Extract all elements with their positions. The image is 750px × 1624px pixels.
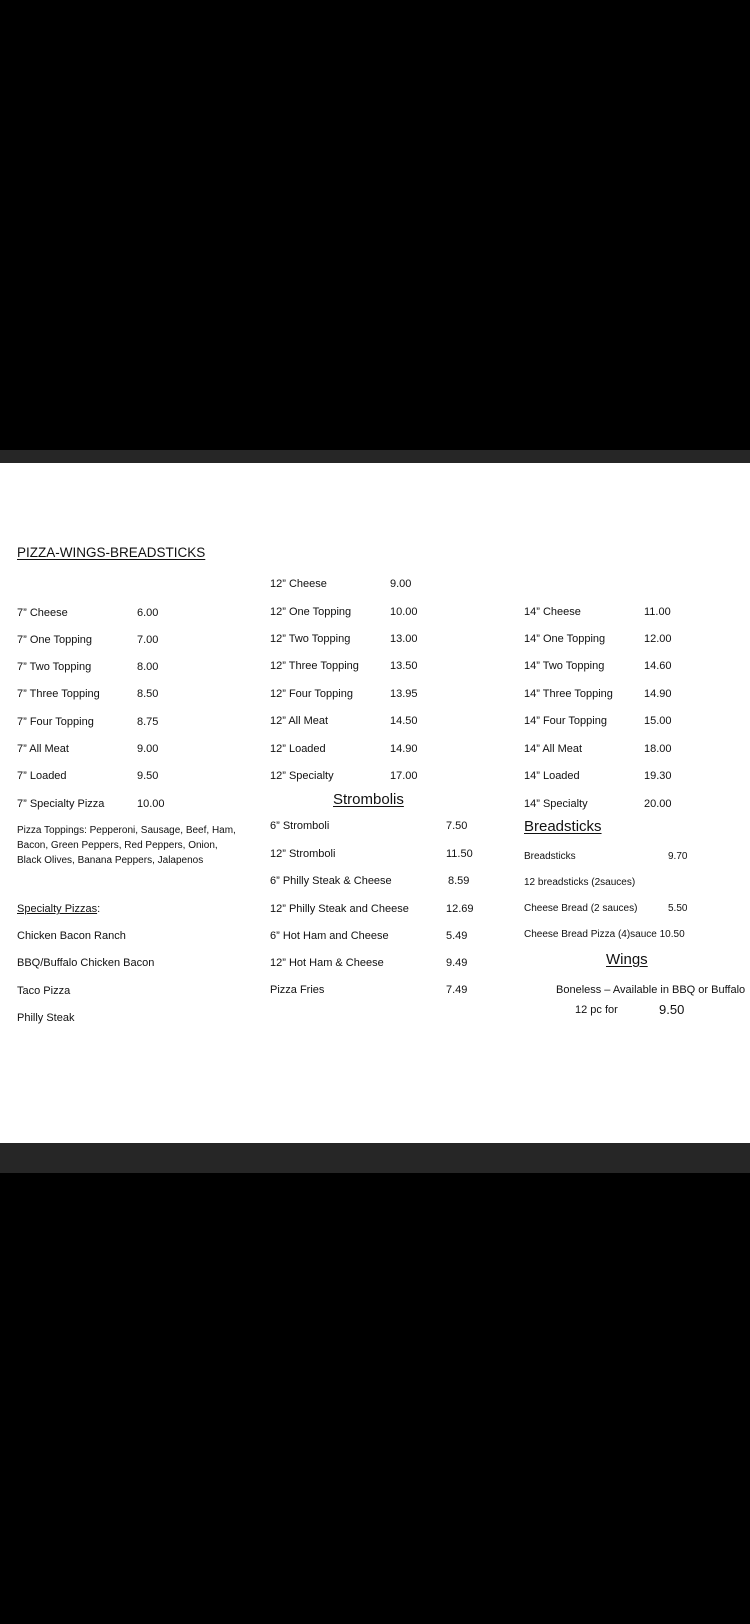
stromboli-item-price: 9.49: [446, 957, 468, 969]
stromboli-item-name: 6” Hot Ham and Cheese: [270, 930, 389, 942]
twelve-item-name: 12” All Meat: [270, 715, 329, 727]
fourteen-item-price: 15.00: [644, 715, 672, 727]
specialty-heading-text: Specialty Pizzas: [17, 903, 98, 915]
stromboli-item-name: 12” Philly Steak and Cheese: [270, 903, 409, 915]
fourteen-item-name: 14” Two Topping: [524, 660, 605, 672]
fourteen-item-price: 11.00: [644, 606, 671, 618]
stromboli-item-name: 6” Stromboli: [270, 820, 330, 832]
strombolis-heading: Strombolis: [333, 791, 404, 808]
menu-sheet: [0, 463, 750, 1143]
fourteen-item-name: 14” Specialty: [524, 798, 588, 810]
seven-item-price: 8.75: [137, 716, 159, 728]
specialty-heading-colon: :: [97, 903, 101, 915]
specialty-item: Philly Steak: [17, 1012, 75, 1024]
twelve-item-price: 14.90: [390, 743, 418, 755]
cheese-bread-pizza: Cheese Bread Pizza (4)sauce 10.50: [524, 929, 685, 940]
breadsticks-item-name: Breadsticks: [524, 851, 576, 862]
fourteen-item-name: 14” One Topping: [524, 633, 606, 645]
twelve-item-price: 13.00: [390, 633, 418, 645]
fourteen-item-name: 14” Three Topping: [524, 688, 613, 700]
twelve-item-price: 13.50: [390, 660, 418, 672]
wings-price: 9.50: [659, 1002, 685, 1017]
seven-item-name: 7” Four Topping: [17, 716, 94, 728]
seven-item-price: 9.50: [137, 770, 159, 782]
fourteen-item-price: 14.90: [644, 688, 672, 700]
stromboli-item-price: 7.49: [446, 984, 468, 996]
fourteen-item-name: 14” All Meat: [524, 743, 583, 755]
bottom-dark-band: [0, 1143, 750, 1173]
cheese-bread-price: 5.50: [668, 903, 688, 914]
fourteen-item-price: 14.60: [644, 660, 672, 672]
twelve-item-name: 12” Specialty: [270, 770, 334, 782]
stromboli-item-name: 12” Hot Ham & Cheese: [270, 957, 384, 969]
twelve-item-price: 14.50: [390, 715, 418, 727]
seven-item-name: 7” Two Topping: [17, 661, 92, 673]
stromboli-item-price: 8.59: [448, 875, 470, 887]
seven-item-name: 7” One Topping: [17, 634, 93, 646]
fourteen-item-name: 14” Loaded: [524, 770, 580, 782]
fourteen-item-price: 12.00: [644, 633, 672, 645]
fourteen-item-name: 14” Four Topping: [524, 715, 607, 727]
twelve-item-name: 12” Two Topping: [270, 633, 351, 645]
top-dark-band: [0, 450, 750, 463]
seven-item-name: 7” Loaded: [17, 770, 67, 782]
fourteen-item-price: 19.30: [644, 770, 672, 782]
seven-item-name: 7” All Meat: [17, 743, 69, 755]
twelve-item-name: 12” One Topping: [270, 606, 352, 618]
twelve-item-price: 13.95: [390, 688, 418, 700]
breadsticks-12-count: 12 breadsticks (2sauces): [524, 877, 636, 888]
seven-item-price: 10.00: [137, 798, 165, 810]
seven-item-price: 6.00: [137, 607, 159, 619]
twelve-item-name: 12” Cheese: [270, 578, 327, 590]
seven-item-name: 7” Three Topping: [17, 688, 100, 700]
seven-item-name: 7” Specialty Pizza: [17, 798, 105, 810]
seven-item-price: 9.00: [137, 743, 159, 755]
specialty-item: Chicken Bacon Ranch: [17, 930, 126, 942]
fourteen-item-price: 20.00: [644, 798, 672, 810]
fourteen-item-name: 14” Cheese: [524, 606, 581, 618]
stromboli-item-price: 5.49: [446, 930, 468, 942]
stromboli-item-price: 11.50: [446, 848, 473, 860]
seven-item-name: 7” Cheese: [17, 607, 68, 619]
breadsticks-item-price: 9.70: [668, 851, 688, 862]
stromboli-item-price: 7.50: [446, 820, 468, 832]
specialty-item: BBQ/Buffalo Chicken Bacon: [17, 957, 155, 969]
cheese-bread-name: Cheese Bread (2 sauces): [524, 903, 638, 914]
twelve-item-name: 12” Loaded: [270, 743, 326, 755]
stromboli-item-name: 12” Stromboli: [270, 848, 336, 860]
toppings-note: Pizza Toppings: Pepperoni, Sausage, Beef, Ham, Bacon, Green Peppers, Red Peppers, Onion, Black Olives, Banana Peppers, Jalapenos: [17, 825, 236, 866]
wings-heading: Wings: [606, 951, 648, 968]
twelve-item-price: 17.00: [390, 770, 418, 782]
stromboli-item-name: 6” Philly Steak & Cheese: [270, 875, 392, 887]
breadsticks-heading: Breadsticks: [524, 818, 602, 835]
menu-title: PIZZA-WINGS-BREADSTICKS: [17, 545, 206, 560]
wings-qty: 12 pc for: [575, 1004, 618, 1016]
stromboli-item-price: 12.69: [446, 903, 474, 915]
wings-description: Boneless – Available in BBQ or Buffalo: [556, 984, 746, 996]
seven-item-price: 7.00: [137, 634, 159, 646]
twelve-item-price: 9.00: [390, 578, 412, 590]
twelve-item-name: 12” Four Topping: [270, 688, 353, 700]
stromboli-item-name: Pizza Fries: [270, 984, 325, 996]
twelve-item-name: 12” Three Topping: [270, 660, 359, 672]
fourteen-item-price: 18.00: [644, 743, 672, 755]
specialty-item: Taco Pizza: [17, 985, 71, 997]
seven-item-price: 8.00: [137, 661, 159, 673]
twelve-item-price: 10.00: [390, 606, 418, 618]
seven-item-price: 8.50: [137, 688, 159, 700]
specialty-heading: [17, 903, 100, 916]
